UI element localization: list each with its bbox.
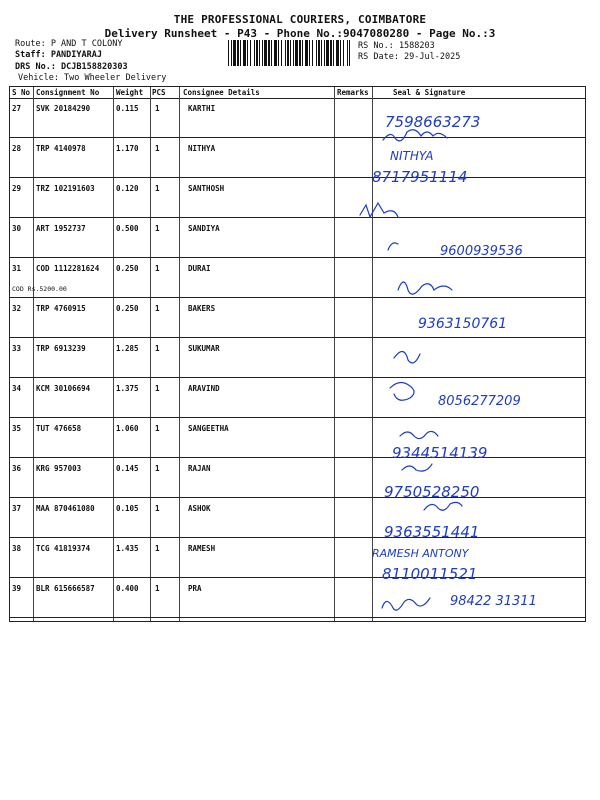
serial-number: 32 [12, 304, 22, 313]
barcode-bar [324, 40, 325, 66]
col-header-consignment: Consignment No [36, 88, 100, 97]
row-divider [10, 297, 585, 298]
barcode-bar [262, 40, 263, 66]
row-divider [10, 577, 585, 578]
consignee-name: RAMESH [188, 544, 216, 553]
row-divider [10, 497, 585, 498]
row-divider [10, 457, 585, 458]
barcode-bar [349, 40, 350, 66]
barcode-bar [316, 40, 317, 66]
consignment-number: TRZ 102191603 [36, 184, 95, 193]
row-divider [10, 257, 585, 258]
consignment-number: COD 1112281624 [36, 264, 100, 273]
barcode-bar [333, 40, 334, 66]
table-row [10, 419, 585, 457]
barcode-bar [228, 40, 229, 66]
consignee-name: NITHYA [188, 144, 216, 153]
pieces-count: 1 [155, 384, 160, 393]
serial-number: 27 [12, 104, 22, 113]
consignment-number: TUT 476658 [36, 424, 82, 433]
weight-value: 1.170 [116, 144, 139, 153]
serial-number: 39 [12, 584, 22, 593]
barcode-bar [285, 40, 286, 66]
pieces-count: 1 [155, 264, 160, 273]
barcode-bar [278, 40, 279, 66]
barcode-bar [309, 40, 310, 66]
barcode-bar [336, 40, 339, 66]
barcode-bar [256, 40, 258, 66]
col-header-consignee: Consignee Details [183, 88, 260, 97]
weight-value: 1.375 [116, 384, 139, 393]
pieces-count: 1 [155, 424, 160, 433]
barcode-bar [281, 40, 282, 66]
weight-value: 0.500 [116, 224, 139, 233]
barcode-bar [295, 40, 298, 66]
barcode-bar [240, 40, 241, 66]
barcode-bar [287, 40, 289, 66]
table-row [10, 539, 585, 577]
row-divider [10, 217, 585, 218]
table-row [10, 459, 585, 497]
pieces-count: 1 [155, 544, 160, 553]
row-divider [10, 417, 585, 418]
consignee-name: SANDIYA [188, 224, 220, 233]
weight-value: 1.285 [116, 344, 139, 353]
weight-value: 0.145 [116, 464, 139, 473]
serial-number: 31 [12, 264, 22, 273]
weight-value: 0.115 [116, 104, 139, 113]
consignee-name: RAJAN [188, 464, 211, 473]
handwritten-phone: 8056277209 [438, 394, 521, 409]
consignment-number: TCG 41819374 [36, 544, 91, 553]
table-row [10, 179, 585, 217]
barcode-bar [254, 40, 255, 66]
barcode-bar [330, 40, 332, 66]
pieces-count: 1 [155, 304, 160, 313]
serial-number: 35 [12, 424, 22, 433]
barcode-bar [290, 40, 291, 66]
route-label: Route: P AND T COLONY [15, 39, 123, 49]
table-row [10, 379, 585, 417]
pieces-count: 1 [155, 584, 160, 593]
consignee-name: ARAVIND [188, 384, 220, 393]
barcode-bar [271, 40, 272, 66]
row-divider [10, 177, 585, 178]
consignee-name: SANTHOSH [188, 184, 225, 193]
runsheet-title: Delivery Runsheet - P43 - Phone No.:9047080280 - Page No.:3 [104, 27, 496, 40]
weight-value: 0.105 [116, 504, 139, 513]
table-row [10, 139, 585, 177]
barcode-bar [243, 40, 246, 66]
row-divider [10, 377, 585, 378]
pieces-count: 1 [155, 144, 160, 153]
weight-value: 0.250 [116, 304, 139, 313]
table-row [10, 499, 585, 537]
handwritten-phone: 9600939536 [440, 244, 523, 259]
barcode-bar [299, 40, 301, 66]
consignment-number: ART 1952737 [36, 224, 86, 233]
pieces-count: 1 [155, 504, 160, 513]
handwritten-phone: 9750528250 [384, 483, 480, 501]
table-row [10, 99, 585, 137]
consignee-name: BAKERS [188, 304, 216, 313]
barcode-bar [318, 40, 320, 66]
row-divider [10, 537, 585, 538]
col-header-sno: S No [12, 88, 31, 97]
handwritten-phone: 9344514139 [392, 444, 488, 462]
barcode-bar [312, 40, 313, 66]
barcode-bar [343, 40, 344, 66]
row-divider [10, 137, 585, 138]
barcode-bar [305, 40, 308, 66]
serial-number: 29 [12, 184, 22, 193]
barcode-image [228, 40, 350, 66]
rs-date: RS Date: 29-Jul-2025 [358, 52, 461, 62]
table-row [10, 579, 585, 617]
col-header-weight: Weight [116, 88, 144, 97]
consignee-name: ASHOK [188, 504, 211, 513]
table-row [10, 219, 585, 257]
pieces-count: 1 [155, 104, 160, 113]
weight-value: 0.250 [116, 264, 139, 273]
barcode-bar [231, 40, 232, 66]
handwritten-phone: 8110011521 [382, 565, 478, 583]
consignment-number: TRP 4760915 [36, 304, 86, 313]
handwritten-name: RAMESH ANTONY [372, 547, 469, 560]
consignee-name: DURAI [188, 264, 211, 273]
table-row [10, 339, 585, 377]
barcode-bar [293, 40, 294, 66]
rs-number: RS No.: 1588203 [358, 41, 435, 51]
serial-number: 36 [12, 464, 22, 473]
handwritten-phone: 7598663273 [385, 113, 481, 131]
consignee-name: PRA [188, 584, 202, 593]
col-header-seal: Seal & Signature [393, 88, 466, 97]
consignment-number: MAA 870461080 [36, 504, 95, 513]
consignment-number: TRP 4140978 [36, 144, 86, 153]
consignee-name: SUKUMAR [188, 344, 220, 353]
serial-number: 28 [12, 144, 22, 153]
vehicle-label: Vehicle: Two Wheeler Delivery [18, 73, 167, 83]
serial-number: 38 [12, 544, 22, 553]
barcode-bar [268, 40, 270, 66]
pieces-count: 1 [155, 224, 160, 233]
barcode-bar [259, 40, 260, 66]
weight-value: 1.060 [116, 424, 139, 433]
barcode-bar [233, 40, 236, 66]
table-row [10, 299, 585, 337]
barcode-bar [326, 40, 329, 66]
weight-value: 1.435 [116, 544, 139, 553]
consignment-number: TRP 6913239 [36, 344, 86, 353]
weight-value: 0.400 [116, 584, 139, 593]
serial-number: 30 [12, 224, 22, 233]
barcode-bar [250, 40, 251, 66]
handwritten-phone: 98422 31311 [450, 594, 537, 609]
col-header-remarks: Remarks [337, 88, 369, 97]
barcode-bar [347, 40, 348, 66]
drs-label: DRS No.: DCJB158820303 [15, 62, 128, 72]
barcode-bar [247, 40, 248, 66]
consignment-number: KCM 30106694 [36, 384, 91, 393]
consignment-number: BLR 615666587 [36, 584, 95, 593]
col-header-pcs: PCS [152, 88, 166, 97]
handwritten-phone: 8717951114 [372, 168, 468, 186]
pieces-count: 1 [155, 344, 160, 353]
barcode-bar [274, 40, 277, 66]
barcode-bar [302, 40, 303, 66]
consignment-number: KRG 957003 [36, 464, 82, 473]
row-divider [10, 337, 585, 338]
cod-amount: COD Rs.5200.00 [12, 285, 67, 293]
runsheet-table [9, 86, 586, 622]
handwritten-phone: 9363150761 [418, 316, 508, 332]
row-divider [10, 617, 585, 618]
handwritten-name: NITHYA [390, 149, 434, 163]
consignee-name: SANGEETHA [188, 424, 229, 433]
pieces-count: 1 [155, 184, 160, 193]
weight-value: 0.120 [116, 184, 139, 193]
consignment-number: SVK 20184290 [36, 104, 91, 113]
barcode-bar [340, 40, 341, 66]
handwritten-phone: 9363551441 [384, 523, 480, 541]
barcode-bar [237, 40, 239, 66]
barcode-bar [264, 40, 267, 66]
pieces-count: 1 [155, 464, 160, 473]
serial-number: 37 [12, 504, 22, 513]
serial-number: 34 [12, 384, 22, 393]
serial-number: 33 [12, 344, 22, 353]
staff-label: Staff: PANDIYARAJ [15, 50, 102, 60]
company-name: THE PROFESSIONAL COURIERS, COIMBATORE [173, 13, 427, 26]
barcode-bar [321, 40, 322, 66]
consignee-name: KARTHI [188, 104, 216, 113]
table-row [10, 259, 585, 297]
